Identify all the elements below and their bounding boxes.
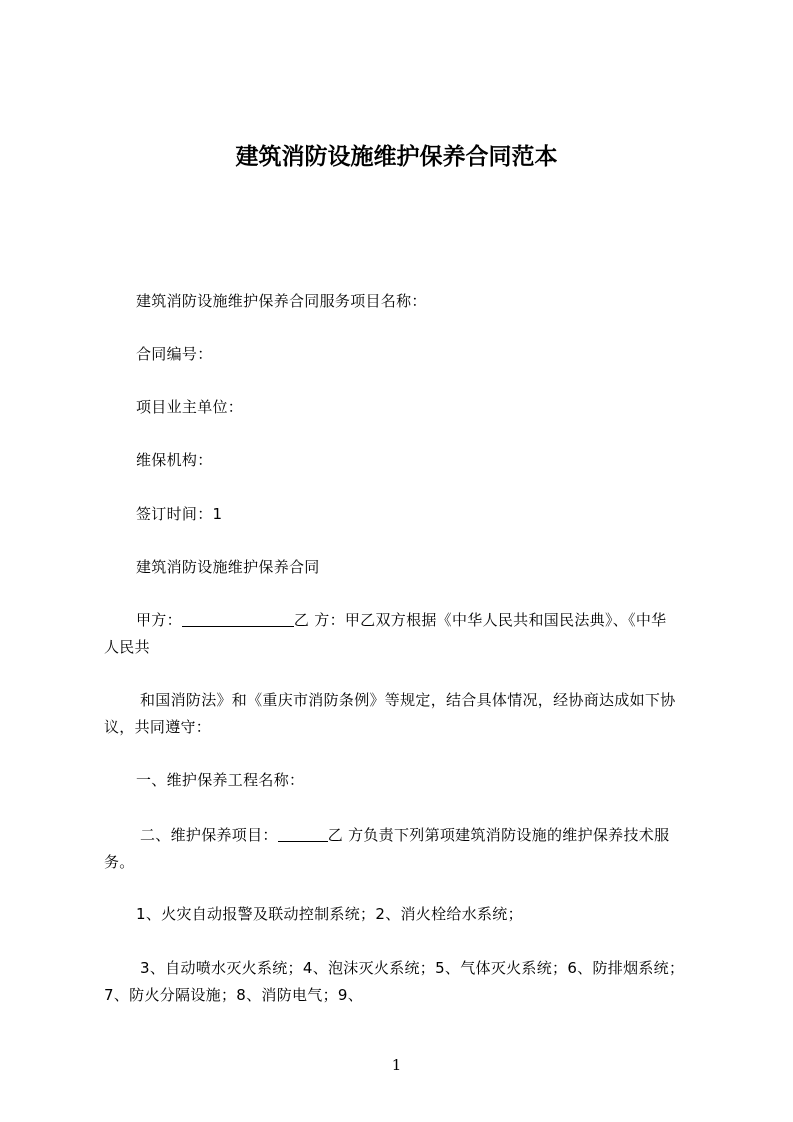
page-number: 1 xyxy=(391,1056,402,1074)
law-paragraph-line-2: 议，共同遵守： xyxy=(104,718,212,736)
project-name-field: 建筑消防设施维护保养合同服务项目名称： xyxy=(136,292,427,310)
section-two-blank xyxy=(278,825,328,842)
project-owner-field: 项目业主单位： xyxy=(136,398,244,416)
section-two-prefix: 二、维护保养项目： xyxy=(140,826,278,844)
law-paragraph-line-1: 和国消防法》和《重庆市消防条例》等规定，结合具体情况，经协商达成如下协 xyxy=(140,691,676,709)
party-a-blank xyxy=(182,610,294,627)
party-b-text: 乙 方：甲乙双方根据《中华人民共和国民法典》、《中华 xyxy=(293,611,667,629)
section-two-line-1 xyxy=(140,824,669,846)
section-two-line-2: 务。 xyxy=(104,853,135,871)
party-a-label: 甲方： xyxy=(136,611,182,629)
contract-heading: 建筑消防设施维护保养合同 xyxy=(136,558,320,576)
section-two-rest: 乙 方负责下列第项建筑消防设施的维护保养技术服 xyxy=(327,826,670,844)
maintainer-field: 维保机构： xyxy=(136,451,213,469)
parties-line-2: 人民共 xyxy=(104,638,150,656)
contract-number-field: 合同编号： xyxy=(136,345,213,363)
items-line-1: 1、火灾自动报警及联动控制系统；2、消火栓给水系统； xyxy=(136,905,523,923)
section-one-heading: 一、维护保养工程名称： xyxy=(136,771,305,789)
document-title: 建筑消防设施维护保养合同范本 xyxy=(235,144,558,170)
items-line-2: 3、自动喷水灭火系统；4、泡沫灭火系统；5、气体灭火系统；6、防排烟系统； xyxy=(140,959,685,977)
parties-line-1 xyxy=(136,609,666,631)
items-line-3: 7、防火分隔设施；8、消防电气；9、 xyxy=(104,986,364,1004)
sign-time-field: 签订时间：1 xyxy=(136,505,223,523)
